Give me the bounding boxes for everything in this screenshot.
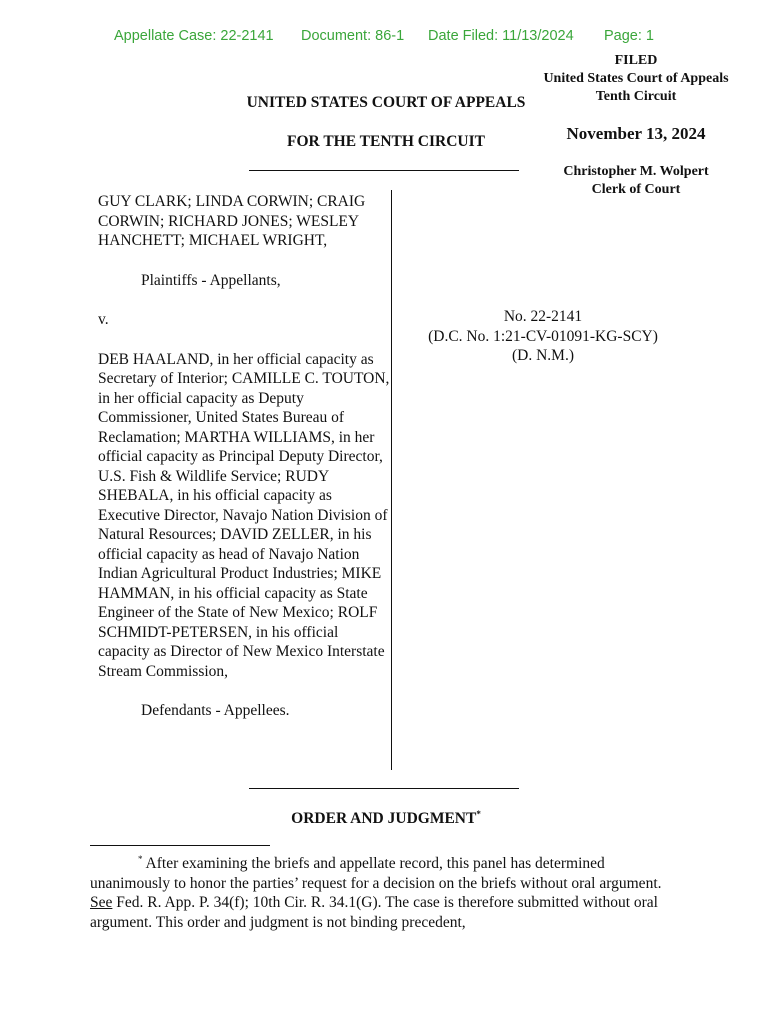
filed-date: November 13, 2024 bbox=[566, 124, 706, 143]
document-title bbox=[186, 810, 586, 828]
title-text: ORDER AND JUDGMENT bbox=[291, 810, 477, 827]
caption-bottom-divider bbox=[249, 788, 519, 789]
plaintiffs-role: Plaintiffs - Appellants, bbox=[141, 271, 281, 289]
plaintiffs-list: GUY CLARK; LINDA CORWIN; CRAIG CORWIN; RICHARD JONES; WESLEY HANCHETT; MICHAEL WRIGHT, bbox=[98, 193, 366, 249]
stamp-court-line1: United States Court of Appeals bbox=[543, 71, 729, 86]
district-case-number: (D.C. No. 1:21-CV-01091-KG-SCY) bbox=[428, 327, 658, 345]
header-case: Appellate Case: 22-2141 bbox=[114, 28, 274, 44]
footnote-part1: After examining the briefs and appellate record, this panel has determined unanimously to honor the parties’ request for a decision on the briefs without oral argument. bbox=[90, 855, 662, 892]
clerk-title: Clerk of Court bbox=[591, 182, 681, 197]
footnote bbox=[90, 854, 674, 932]
defendants-role: Defendants - Appellees. bbox=[141, 702, 290, 719]
footnote-part2: Fed. R. App. P. 34(f); 10th Cir. R. 34.1(G). The case is therefore submitted without oral argument. This order and judgment is not binding precedent, bbox=[90, 894, 658, 931]
footnote-see: See bbox=[90, 894, 113, 911]
case-numbers bbox=[398, 307, 688, 366]
header-document: Document: 86-1 bbox=[301, 28, 405, 44]
circuit-name: FOR THE TENTH CIRCUIT bbox=[287, 133, 485, 150]
header-date-filed: Date Filed: 11/13/2024 bbox=[428, 28, 574, 44]
header-page: Page: 1 bbox=[604, 28, 654, 44]
title-footnote-marker: * bbox=[476, 808, 481, 819]
caption-divider bbox=[391, 190, 392, 770]
filed-label: FILED bbox=[614, 53, 658, 68]
footnote-divider bbox=[90, 845, 270, 846]
stamp-court-line2: Tenth Circuit bbox=[595, 89, 677, 104]
clerk-block bbox=[530, 163, 742, 199]
district-court: (D. N.M.) bbox=[512, 347, 574, 364]
clerk-name: Christopher M. Wolpert bbox=[563, 164, 709, 179]
court-name: UNITED STATES COURT OF APPEALS bbox=[246, 94, 526, 111]
heading-divider bbox=[249, 170, 519, 171]
footnote-marker: * bbox=[138, 853, 143, 864]
case-number: No. 22-2141 bbox=[503, 308, 583, 325]
party-caption bbox=[98, 192, 390, 721]
versus: v. bbox=[98, 311, 109, 328]
defendants-list: DEB HAALAND, in her official capacity as Secretary of Interior; CAMILLE C. TOUTON, in her official capacity as Deputy Commissioner, United States Bureau of Reclamation; MARTHA WILLIAMS, in her official capacity as Principal Deputy Director, U.S. Fish & Wildlife Service; RUDY SHEBALA, in his official capacity as Executive Director, Navajo Nation Division of Natural Resources; DAVID ZELLER, in his official capacity as head of Navajo Nation Indian Agricultural Product Industries; MIKE HAMMAN, in his official capacity as State Engineer of the State of New Mexico; ROLF SCHMIDT-PETERSEN, in his official capacity as Director of New Mexico Interstate Stream Commission, bbox=[98, 350, 390, 680]
